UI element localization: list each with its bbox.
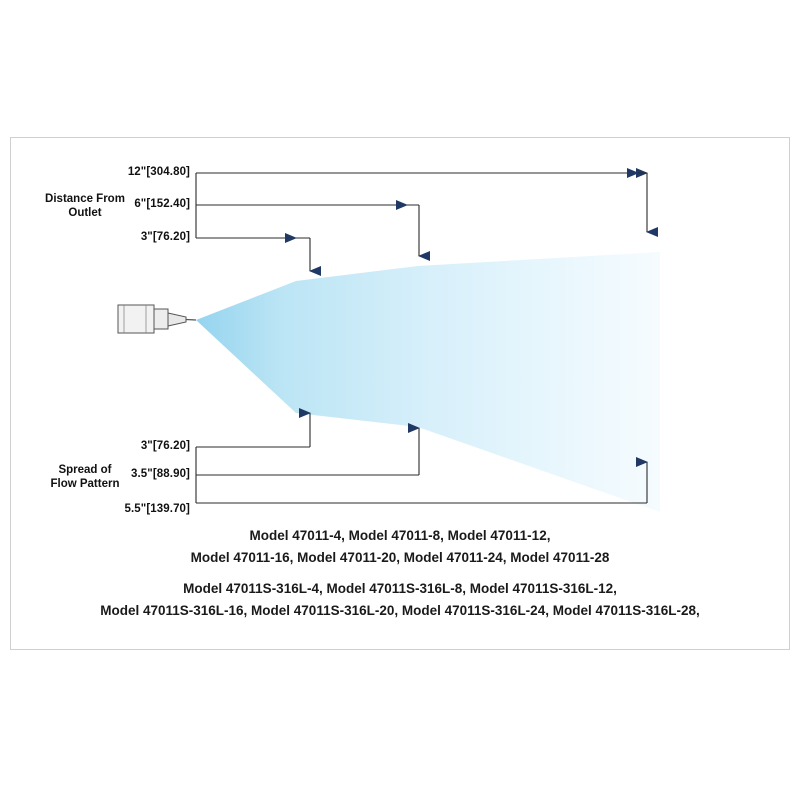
distance-label-6in: 6"[152.40] — [134, 198, 190, 210]
spread-label-3in: 3"[76.20] — [140, 440, 190, 452]
distance-dimension-lines — [196, 173, 647, 271]
caption-line-4: Model 47011S-316L-16, Model 47011S-316L-20, Model 47011S-316L-24, Model 47011S-316L-28, — [100, 603, 700, 618]
spread-label-5-5in: 5.5"[139.70] — [124, 503, 190, 515]
nozzle-icon — [118, 305, 196, 333]
distance-label-12in: 12"[304.80] — [127, 166, 190, 178]
spread-label-line2: Flow Pattern — [50, 478, 120, 490]
caption-line-1: Model 47011-4, Model 47011-8, Model 47011-12, — [249, 528, 551, 543]
distance-label-line1: Distance From — [45, 193, 125, 205]
spread-label-3-5in: 3.5"[88.90] — [131, 468, 190, 480]
distance-label-line2: Outlet — [68, 207, 102, 219]
spread-label-line1: Spread of — [58, 464, 112, 476]
caption-line-3: Model 47011S-316L-4, Model 47011S-316L-8, Model 47011S-316L-12, — [183, 581, 617, 596]
caption-line-2: Model 47011-16, Model 47011-20, Model 47011-24, Model 47011-28 — [190, 550, 610, 565]
spray-plume — [196, 252, 660, 512]
distance-label-3in: 3"[76.20] — [140, 231, 190, 243]
